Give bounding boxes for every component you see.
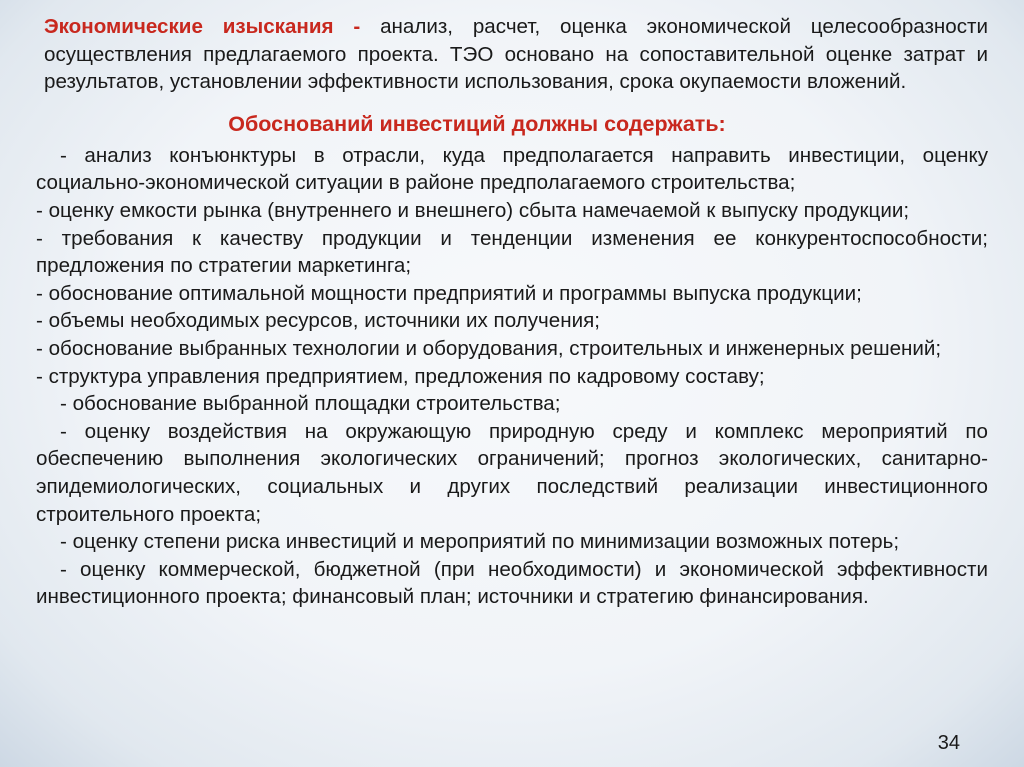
list-item: - оценку степени риска инвестиций и мероприятий по минимизации возможных потерь; (60, 530, 900, 554)
list-item: - анализ конъюнктуры в отрасли, куда предполагается направить инвестиции, оценку социально-экономической ситуации в районе предполагаемого строительства; (36, 143, 988, 195)
list-item: - оценку емкости рынка (внутреннего и внешнего) сбыта намечаемой к выпуску продукции; (36, 198, 910, 222)
list-item: - обоснование оптимальной мощности предприятий и программы выпуска продукции; (36, 281, 862, 305)
requirements-list (36, 142, 988, 611)
list-item: - оценку воздействия на окружающую природную среду и комплекс мероприятий по обеспечению выполнения экологических ограничений; прогноз экологических, санитарно-эпидемиологических, социальных и других последствий реализации инвестиционного строительного проекта; (36, 419, 988, 526)
slide-content (36, 13, 988, 611)
intro-paragraph (36, 13, 988, 96)
list-item: - оценку коммерческой, бюджетной (при необходимости) и экономической эффективности инвестиционного проекта; финансовый план; источники и стратегию финансирования. (36, 557, 988, 609)
page-number: 34 (937, 732, 960, 754)
section-heading: Обоснований инвестиций должны содержать: (228, 111, 726, 136)
list-item: - требования к качеству продукции и тенденции изменения ее конкурентоспособности; предложения по стратегии маркетинга; (36, 226, 988, 278)
list-item: - объемы необходимых ресурсов, источники их получения; (36, 309, 600, 333)
intro-text: анализ, расчет, оценка экономической целесообразности осуществления предлагаемого проекта. ТЭО основано на сопоставительной оценке затрат и результатов, установлении эффективности использования, срока окупаемости вложений. (44, 15, 988, 94)
list-item: - обоснование выбранной площадки строительства; (60, 392, 561, 416)
list-item: - структура управления предприятием, предложения по кадровому составу; (36, 364, 765, 388)
list-item: - обоснование выбранных технологии и оборудования, строительных и инженерных решений; (36, 336, 942, 360)
intro-term: Экономические изыскания - (44, 15, 361, 38)
